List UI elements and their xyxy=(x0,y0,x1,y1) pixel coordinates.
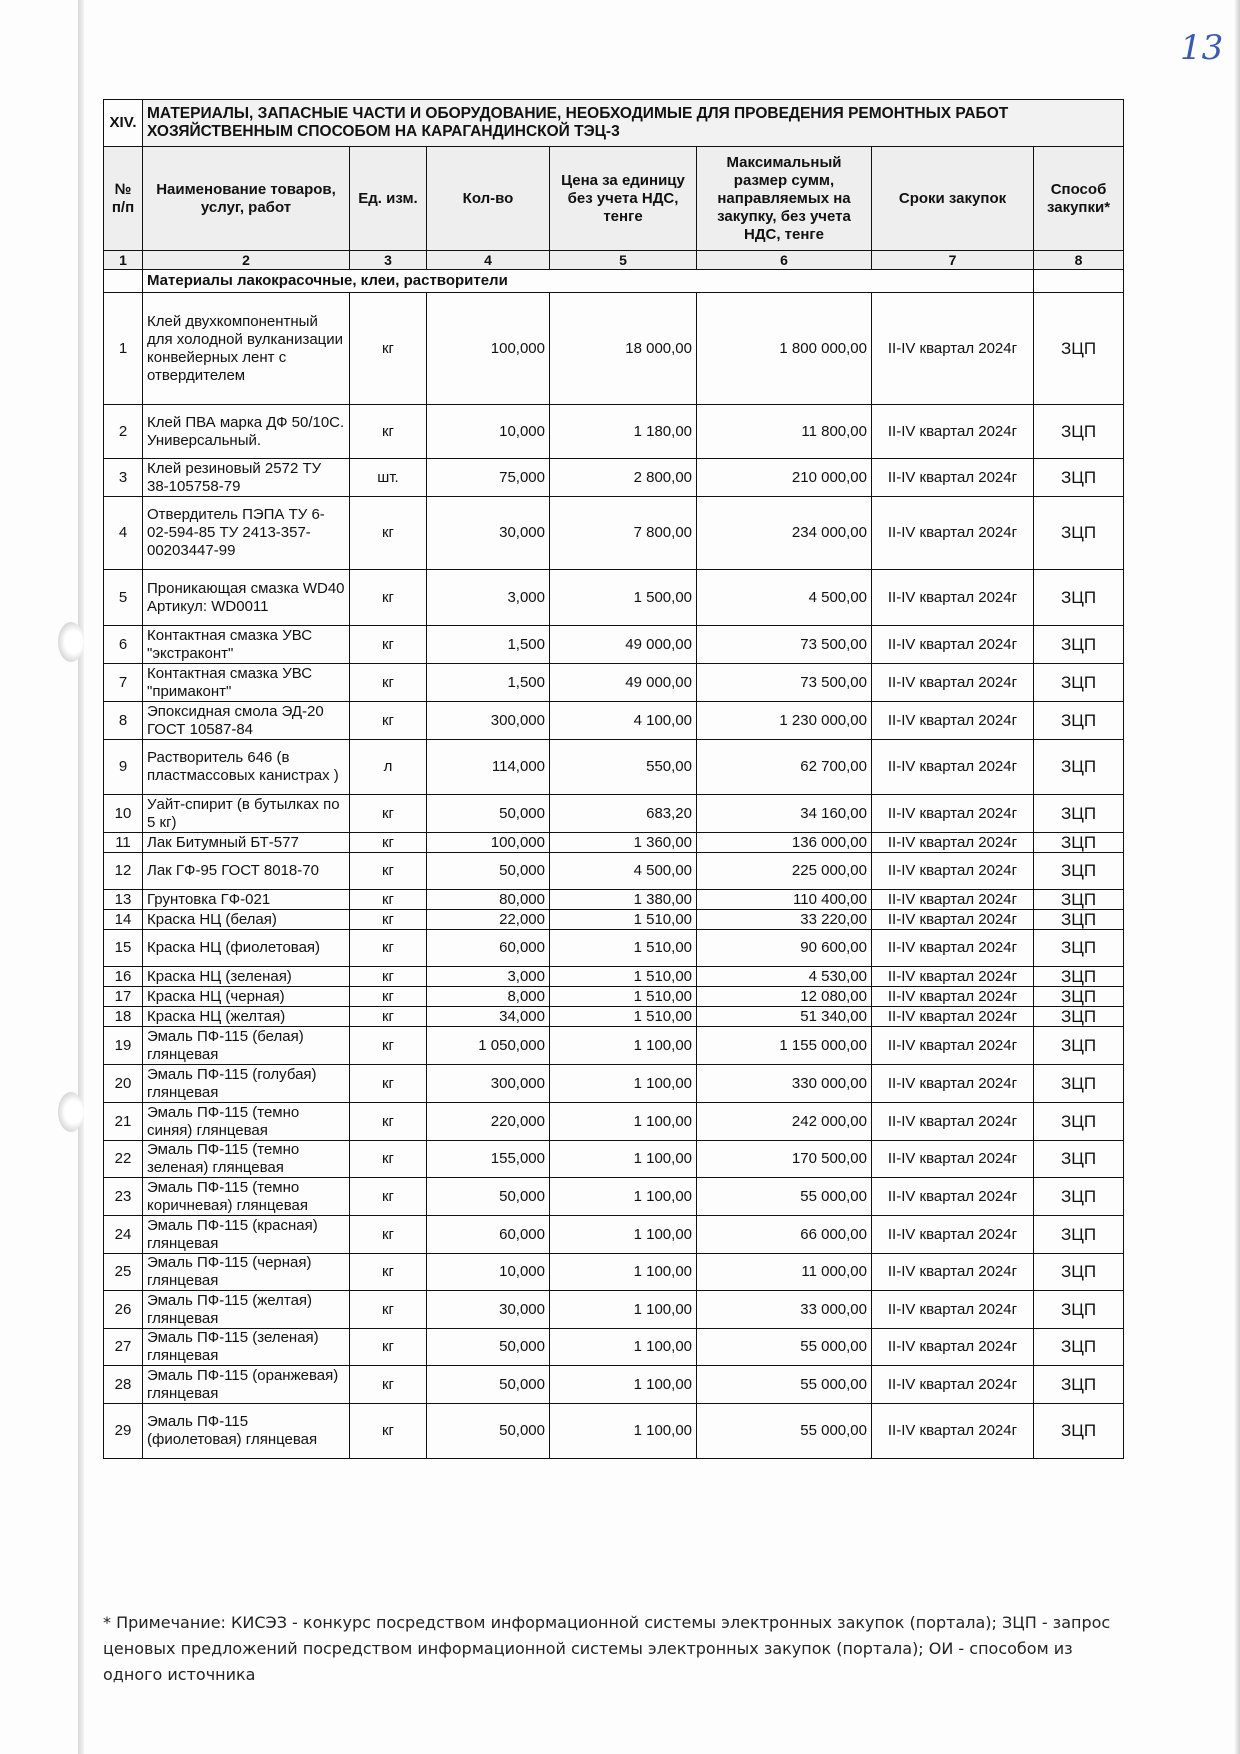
item-term: II-IV квартал 2024г xyxy=(872,1366,1034,1404)
item-term: II-IV квартал 2024г xyxy=(872,987,1034,1007)
item-term: II-IV квартал 2024г xyxy=(872,1065,1034,1103)
item-unit-price: 1 100,00 xyxy=(550,1404,697,1459)
item-quantity: 34,000 xyxy=(427,1007,550,1027)
item-term: II-IV квартал 2024г xyxy=(872,570,1034,626)
item-method: ЗЦП xyxy=(1034,795,1124,833)
item-unit-price: 1 100,00 xyxy=(550,1216,697,1254)
column-number-row xyxy=(104,251,1124,270)
item-quantity: 30,000 xyxy=(427,497,550,570)
row-index: 15 xyxy=(104,930,143,967)
item-method: ЗЦП xyxy=(1034,1141,1124,1178)
column-number: 2 xyxy=(143,251,350,270)
footnote: * Примечание: КИСЭЗ - конкурс посредством информационной системы электронных закупок (портала); ЗЦП - запрос ценовых предложений посредством информационной системы электронных закупок (портала); ОИ - способом из одного источника xyxy=(103,1613,1111,1684)
item-method: ЗЦП xyxy=(1034,1291,1124,1329)
item-quantity: 75,000 xyxy=(427,459,550,497)
item-quantity: 50,000 xyxy=(427,1366,550,1404)
item-quantity: 114,000 xyxy=(427,740,550,795)
item-unit-price: 550,00 xyxy=(550,740,697,795)
item-unit-price: 1 510,00 xyxy=(550,967,697,987)
item-max-sum: 73 500,00 xyxy=(697,626,872,664)
table-row xyxy=(104,795,1124,833)
item-method: ЗЦП xyxy=(1034,833,1124,853)
item-method: ЗЦП xyxy=(1034,853,1124,890)
item-quantity: 3,000 xyxy=(427,570,550,626)
row-index: 24 xyxy=(104,1216,143,1254)
table-row xyxy=(104,1404,1124,1459)
item-max-sum: 170 500,00 xyxy=(697,1141,872,1178)
item-name: Эмаль ПФ-115 (зеленая) глянцевая xyxy=(143,1329,350,1366)
item-name: Уайт-спирит (в бутылках по 5 кг) xyxy=(143,795,350,833)
item-max-sum: 55 000,00 xyxy=(697,1404,872,1459)
item-unit-price: 1 510,00 xyxy=(550,930,697,967)
item-quantity: 155,000 xyxy=(427,1141,550,1178)
item-unit: кг xyxy=(350,910,427,930)
item-term: II-IV квартал 2024г xyxy=(872,930,1034,967)
item-name: Контактная смазка УВС "примаконт" xyxy=(143,664,350,702)
item-name: Эпоксидная смола ЭД-20 ГОСТ 10587-84 xyxy=(143,702,350,740)
item-max-sum: 4 500,00 xyxy=(697,570,872,626)
item-unit: кг xyxy=(350,570,427,626)
item-term: II-IV квартал 2024г xyxy=(872,795,1034,833)
punch-hole xyxy=(58,622,84,662)
item-unit-price: 1 180,00 xyxy=(550,405,697,459)
table-row xyxy=(104,1254,1124,1291)
table-row xyxy=(104,967,1124,987)
item-max-sum: 11 000,00 xyxy=(697,1254,872,1291)
item-quantity: 8,000 xyxy=(427,987,550,1007)
item-unit: кг xyxy=(350,1366,427,1404)
item-term: II-IV квартал 2024г xyxy=(872,626,1034,664)
item-unit-price: 4 500,00 xyxy=(550,853,697,890)
item-unit: кг xyxy=(350,497,427,570)
row-index: 11 xyxy=(104,833,143,853)
item-name: Контактная смазка УВС "экстраконт" xyxy=(143,626,350,664)
header-method: Способ закупки* xyxy=(1034,147,1124,251)
table-row xyxy=(104,459,1124,497)
table-row xyxy=(104,1007,1124,1027)
item-name: Краска НЦ (белая) xyxy=(143,910,350,930)
item-method: ЗЦП xyxy=(1034,987,1124,1007)
table-row xyxy=(104,833,1124,853)
section-number: XIV. xyxy=(104,100,143,147)
item-max-sum: 62 700,00 xyxy=(697,740,872,795)
item-quantity: 1,500 xyxy=(427,664,550,702)
row-index: 25 xyxy=(104,1254,143,1291)
item-quantity: 10,000 xyxy=(427,1254,550,1291)
item-max-sum: 242 000,00 xyxy=(697,1103,872,1141)
item-name: Лак Битумный БТ-577 xyxy=(143,833,350,853)
item-quantity: 50,000 xyxy=(427,795,550,833)
item-term: II-IV квартал 2024г xyxy=(872,1404,1034,1459)
table-row xyxy=(104,702,1124,740)
item-name: Эмаль ПФ-115 (темно коричневая) глянцевая xyxy=(143,1178,350,1216)
item-unit: кг xyxy=(350,702,427,740)
item-method: ЗЦП xyxy=(1034,1404,1124,1459)
item-term: II-IV квартал 2024г xyxy=(872,459,1034,497)
item-quantity: 60,000 xyxy=(427,1216,550,1254)
group-title: Материалы лакокрасочные, клеи, растворители xyxy=(143,270,1034,293)
item-unit: кг xyxy=(350,1103,427,1141)
table-row xyxy=(104,853,1124,890)
row-index: 23 xyxy=(104,1178,143,1216)
item-name: Растворитель 646 (в пластмассовых канистрах ) xyxy=(143,740,350,795)
item-name: Эмаль ПФ-115 (красная) глянцевая xyxy=(143,1216,350,1254)
item-quantity: 50,000 xyxy=(427,1329,550,1366)
item-method: ЗЦП xyxy=(1034,702,1124,740)
item-name: Эмаль ПФ-115 (оранжевая) глянцевая xyxy=(143,1366,350,1404)
row-index: 8 xyxy=(104,702,143,740)
item-unit-price: 1 100,00 xyxy=(550,1291,697,1329)
item-method: ЗЦП xyxy=(1034,967,1124,987)
table-row xyxy=(104,1178,1124,1216)
item-max-sum: 66 000,00 xyxy=(697,1216,872,1254)
table-row xyxy=(104,740,1124,795)
item-unit-price: 49 000,00 xyxy=(550,664,697,702)
item-quantity: 3,000 xyxy=(427,967,550,987)
section-header-row xyxy=(104,100,1124,147)
item-quantity: 10,000 xyxy=(427,405,550,459)
table-row xyxy=(104,987,1124,1007)
item-quantity: 60,000 xyxy=(427,930,550,967)
item-term: II-IV квартал 2024г xyxy=(872,890,1034,910)
item-unit-price: 1 510,00 xyxy=(550,910,697,930)
item-method: ЗЦП xyxy=(1034,570,1124,626)
row-index: 1 xyxy=(104,293,143,405)
table-row xyxy=(104,890,1124,910)
column-number: 7 xyxy=(872,251,1034,270)
item-max-sum: 210 000,00 xyxy=(697,459,872,497)
item-method: ЗЦП xyxy=(1034,740,1124,795)
item-method: ЗЦП xyxy=(1034,1065,1124,1103)
column-number: 5 xyxy=(550,251,697,270)
table-body xyxy=(104,270,1124,1459)
item-unit: кг xyxy=(350,1216,427,1254)
item-quantity: 100,000 xyxy=(427,293,550,405)
item-unit: шт. xyxy=(350,459,427,497)
table-row xyxy=(104,1065,1124,1103)
item-max-sum: 330 000,00 xyxy=(697,1065,872,1103)
item-quantity: 1,500 xyxy=(427,626,550,664)
item-quantity: 300,000 xyxy=(427,702,550,740)
item-term: II-IV квартал 2024г xyxy=(872,1007,1034,1027)
header-max-sum: Максимальный размер сумм, направляемых на закупку, без учета НДС, тенге xyxy=(697,147,872,251)
header-unit-price: Цена за единицу без учета НДС, тенге xyxy=(550,147,697,251)
item-unit: кг xyxy=(350,1404,427,1459)
item-name: Эмаль ПФ-115 (темно зеленая) глянцевая xyxy=(143,1141,350,1178)
column-number: 1 xyxy=(104,251,143,270)
item-max-sum: 136 000,00 xyxy=(697,833,872,853)
item-name: Отвердитель ПЭПА ТУ 6-02-594-85 ТУ 2413-357-00203447-99 xyxy=(143,497,350,570)
item-unit: кг xyxy=(350,293,427,405)
item-term: II-IV квартал 2024г xyxy=(872,853,1034,890)
table-row xyxy=(104,910,1124,930)
item-unit: кг xyxy=(350,967,427,987)
procurement-table xyxy=(103,99,1124,1459)
item-quantity: 100,000 xyxy=(427,833,550,853)
item-method: ЗЦП xyxy=(1034,1216,1124,1254)
item-term: II-IV квартал 2024г xyxy=(872,1291,1034,1329)
item-max-sum: 55 000,00 xyxy=(697,1366,872,1404)
item-unit-price: 1 100,00 xyxy=(550,1065,697,1103)
table-row xyxy=(104,1141,1124,1178)
item-method: ЗЦП xyxy=(1034,1007,1124,1027)
row-index: 26 xyxy=(104,1291,143,1329)
item-max-sum: 51 340,00 xyxy=(697,1007,872,1027)
item-method: ЗЦП xyxy=(1034,405,1124,459)
table-row xyxy=(104,1291,1124,1329)
item-term: II-IV квартал 2024г xyxy=(872,910,1034,930)
item-quantity: 220,000 xyxy=(427,1103,550,1141)
item-name: Клей резиновый 2572 ТУ 38-105758-79 xyxy=(143,459,350,497)
item-unit-price: 1 100,00 xyxy=(550,1178,697,1216)
row-index: 13 xyxy=(104,890,143,910)
row-index: 4 xyxy=(104,497,143,570)
item-name: Клей двухкомпонентный для холодной вулканизации конвейерных лент с отвердителем xyxy=(143,293,350,405)
item-max-sum: 234 000,00 xyxy=(697,497,872,570)
item-quantity: 50,000 xyxy=(427,1178,550,1216)
item-max-sum: 55 000,00 xyxy=(697,1329,872,1366)
row-index: 21 xyxy=(104,1103,143,1141)
item-term: II-IV квартал 2024г xyxy=(872,833,1034,853)
row-index: 22 xyxy=(104,1141,143,1178)
item-unit: кг xyxy=(350,930,427,967)
item-max-sum: 90 600,00 xyxy=(697,930,872,967)
item-method: ЗЦП xyxy=(1034,1178,1124,1216)
item-quantity: 1 050,000 xyxy=(427,1027,550,1065)
column-header-row xyxy=(104,147,1124,251)
row-index: 17 xyxy=(104,987,143,1007)
group-row xyxy=(104,270,1124,293)
row-index: 16 xyxy=(104,967,143,987)
item-term: II-IV квартал 2024г xyxy=(872,702,1034,740)
row-index: 19 xyxy=(104,1027,143,1065)
item-unit-price: 49 000,00 xyxy=(550,626,697,664)
item-name: Клей ПВА марка ДФ 50/10С. Универсальный. xyxy=(143,405,350,459)
item-name: Грунтовка ГФ-021 xyxy=(143,890,350,910)
table-row xyxy=(104,626,1124,664)
item-unit: кг xyxy=(350,1141,427,1178)
item-term: II-IV квартал 2024г xyxy=(872,664,1034,702)
row-index: 18 xyxy=(104,1007,143,1027)
column-number: 4 xyxy=(427,251,550,270)
item-quantity: 80,000 xyxy=(427,890,550,910)
item-name: Краска НЦ (черная) xyxy=(143,987,350,1007)
item-quantity: 22,000 xyxy=(427,910,550,930)
scan-binding-edge xyxy=(78,0,84,1754)
item-term: II-IV квартал 2024г xyxy=(872,967,1034,987)
item-name: Эмаль ПФ-115 (голубая) глянцевая xyxy=(143,1065,350,1103)
row-index: 27 xyxy=(104,1329,143,1366)
item-unit: кг xyxy=(350,1007,427,1027)
row-index: 14 xyxy=(104,910,143,930)
item-unit: л xyxy=(350,740,427,795)
row-index: 3 xyxy=(104,459,143,497)
item-unit: кг xyxy=(350,833,427,853)
item-unit-price: 1 510,00 xyxy=(550,1007,697,1027)
item-unit: кг xyxy=(350,1178,427,1216)
item-method: ЗЦП xyxy=(1034,1254,1124,1291)
table-row xyxy=(104,1103,1124,1141)
item-max-sum: 33 000,00 xyxy=(697,1291,872,1329)
item-unit-price: 1 510,00 xyxy=(550,987,697,1007)
header-quantity: Кол-во xyxy=(427,147,550,251)
item-unit: кг xyxy=(350,987,427,1007)
item-quantity: 30,000 xyxy=(427,1291,550,1329)
item-unit-price: 1 100,00 xyxy=(550,1329,697,1366)
item-term: II-IV квартал 2024г xyxy=(872,405,1034,459)
item-name: Эмаль ПФ-115 (белая) глянцевая xyxy=(143,1027,350,1065)
item-method: ЗЦП xyxy=(1034,1027,1124,1065)
table-row xyxy=(104,405,1124,459)
item-term: II-IV квартал 2024г xyxy=(872,1141,1034,1178)
item-unit-price: 1 100,00 xyxy=(550,1103,697,1141)
item-method: ЗЦП xyxy=(1034,1103,1124,1141)
item-unit: кг xyxy=(350,1329,427,1366)
header-name: Наименование товаров, услуг, работ xyxy=(143,147,350,251)
punch-hole xyxy=(58,1092,84,1132)
item-unit: кг xyxy=(350,1291,427,1329)
header-index: № п/п xyxy=(104,147,143,251)
item-method: ЗЦП xyxy=(1034,497,1124,570)
item-unit-price: 4 100,00 xyxy=(550,702,697,740)
item-unit-price: 7 800,00 xyxy=(550,497,697,570)
row-index: 5 xyxy=(104,570,143,626)
item-name: Краска НЦ (зеленая) xyxy=(143,967,350,987)
row-index: 12 xyxy=(104,853,143,890)
item-unit-price: 1 100,00 xyxy=(550,1027,697,1065)
row-index: 7 xyxy=(104,664,143,702)
section-title: МАТЕРИАЛЫ, ЗАПАСНЫЕ ЧАСТИ И ОБОРУДОВАНИЕ, НЕОБХОДИМЫЕ ДЛЯ ПРОВЕДЕНИЯ РЕМОНТНЫХ РАБОТ ХОЗЯЙСТВЕННЫМ СПОСОБОМ НА КАРАГАНДИНСКОЙ ТЭЦ-3 xyxy=(143,100,1124,147)
item-term: II-IV квартал 2024г xyxy=(872,740,1034,795)
item-name: Краска НЦ (желтая) xyxy=(143,1007,350,1027)
item-method: ЗЦП xyxy=(1034,1329,1124,1366)
table-row xyxy=(104,570,1124,626)
item-unit: кг xyxy=(350,626,427,664)
item-term: II-IV квартал 2024г xyxy=(872,293,1034,405)
item-max-sum: 33 220,00 xyxy=(697,910,872,930)
scan-right-edge xyxy=(1234,0,1240,1754)
item-unit: кг xyxy=(350,1065,427,1103)
item-max-sum: 4 530,00 xyxy=(697,967,872,987)
item-unit-price: 1 100,00 xyxy=(550,1141,697,1178)
item-max-sum: 1 230 000,00 xyxy=(697,702,872,740)
item-name: Проникающая смазка WD40 Артикул: WD0011 xyxy=(143,570,350,626)
item-name: Эмаль ПФ-115 (фиолетовая) глянцевая xyxy=(143,1404,350,1459)
item-unit-price: 18 000,00 xyxy=(550,293,697,405)
header-term: Сроки закупок xyxy=(872,147,1034,251)
table-row xyxy=(104,1027,1124,1065)
item-max-sum: 1 800 000,00 xyxy=(697,293,872,405)
item-max-sum: 12 080,00 xyxy=(697,987,872,1007)
item-term: II-IV квартал 2024г xyxy=(872,1103,1034,1141)
item-name: Эмаль ПФ-115 (черная) глянцевая xyxy=(143,1254,350,1291)
item-unit: кг xyxy=(350,890,427,910)
item-term: II-IV квартал 2024г xyxy=(872,1178,1034,1216)
item-unit-price: 683,20 xyxy=(550,795,697,833)
row-index: 9 xyxy=(104,740,143,795)
item-max-sum: 1 155 000,00 xyxy=(697,1027,872,1065)
item-unit: кг xyxy=(350,1254,427,1291)
table-row xyxy=(104,930,1124,967)
item-unit-price: 1 500,00 xyxy=(550,570,697,626)
item-unit: кг xyxy=(350,795,427,833)
item-method: ЗЦП xyxy=(1034,459,1124,497)
table-row xyxy=(104,1366,1124,1404)
item-quantity: 50,000 xyxy=(427,1404,550,1459)
item-name: Краска НЦ (фиолетовая) xyxy=(143,930,350,967)
item-term: II-IV квартал 2024г xyxy=(872,1329,1034,1366)
item-name: Эмаль ПФ-115 (темно синяя) глянцевая xyxy=(143,1103,350,1141)
column-number: 6 xyxy=(697,251,872,270)
item-unit: кг xyxy=(350,853,427,890)
item-max-sum: 110 400,00 xyxy=(697,890,872,910)
item-term: II-IV квартал 2024г xyxy=(872,1254,1034,1291)
item-method: ЗЦП xyxy=(1034,910,1124,930)
row-index: 10 xyxy=(104,795,143,833)
table-row xyxy=(104,664,1124,702)
row-index: 2 xyxy=(104,405,143,459)
column-number: 3 xyxy=(350,251,427,270)
item-term: II-IV квартал 2024г xyxy=(872,1027,1034,1065)
item-max-sum: 225 000,00 xyxy=(697,853,872,890)
row-index: 6 xyxy=(104,626,143,664)
page-number: 13 xyxy=(1180,28,1224,68)
item-max-sum: 34 160,00 xyxy=(697,795,872,833)
item-unit: кг xyxy=(350,1027,427,1065)
row-index: 28 xyxy=(104,1366,143,1404)
header-unit: Ед. изм. xyxy=(350,147,427,251)
row-index: 20 xyxy=(104,1065,143,1103)
row-index: 29 xyxy=(104,1404,143,1459)
table-row xyxy=(104,1216,1124,1254)
item-unit: кг xyxy=(350,664,427,702)
item-term: II-IV квартал 2024г xyxy=(872,497,1034,570)
item-unit-price: 1 360,00 xyxy=(550,833,697,853)
item-quantity: 50,000 xyxy=(427,853,550,890)
item-method: ЗЦП xyxy=(1034,930,1124,967)
column-number: 8 xyxy=(1034,251,1124,270)
item-method: ЗЦП xyxy=(1034,664,1124,702)
item-max-sum: 55 000,00 xyxy=(697,1178,872,1216)
item-method: ЗЦП xyxy=(1034,626,1124,664)
item-method: ЗЦП xyxy=(1034,890,1124,910)
item-term: II-IV квартал 2024г xyxy=(872,1216,1034,1254)
item-method: ЗЦП xyxy=(1034,293,1124,405)
item-max-sum: 11 800,00 xyxy=(697,405,872,459)
item-name: Лак ГФ-95 ГОСТ 8018-70 xyxy=(143,853,350,890)
item-unit-price: 1 380,00 xyxy=(550,890,697,910)
item-method: ЗЦП xyxy=(1034,1366,1124,1404)
table-row xyxy=(104,293,1124,405)
item-max-sum: 73 500,00 xyxy=(697,664,872,702)
item-unit-price: 2 800,00 xyxy=(550,459,697,497)
table-row xyxy=(104,497,1124,570)
item-unit: кг xyxy=(350,405,427,459)
table-row xyxy=(104,1329,1124,1366)
item-name: Эмаль ПФ-115 (желтая) глянцевая xyxy=(143,1291,350,1329)
item-unit-price: 1 100,00 xyxy=(550,1254,697,1291)
item-quantity: 300,000 xyxy=(427,1065,550,1103)
item-unit-price: 1 100,00 xyxy=(550,1366,697,1404)
